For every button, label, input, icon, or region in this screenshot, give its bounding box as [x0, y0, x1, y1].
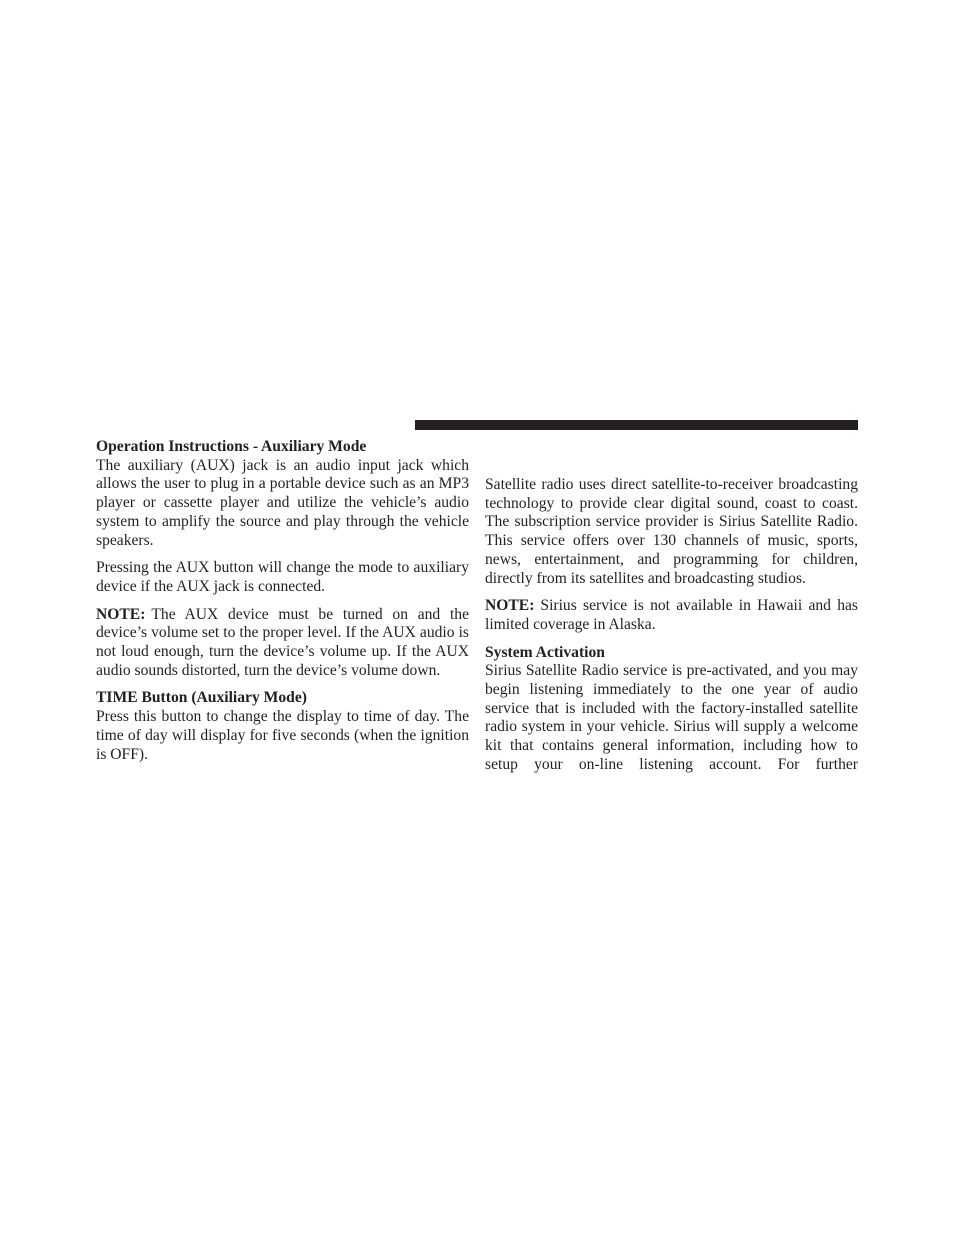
note-sirius-coverage — [485, 597, 858, 634]
section-header-bar — [415, 420, 858, 430]
note-aux-device — [96, 606, 469, 681]
heading-system-activation: System Activation — [485, 643, 605, 661]
note-text: Sirius service is not available in Hawaii and has limited coverage in Alaska. — [485, 597, 858, 633]
note-text: The AUX device must be turned on and the device’s volume set to the proper level. If the AUX audio is not loud enough, turn the device’s volume up. If the AUX audio sounds distorted, turn the device’s volume down. — [96, 605, 469, 679]
paragraph-system-activation: Sirius Satellite Radio service is pre-activated, and you may begin listening immediately to the one year of audio service that is included with the factory-installed satellite radio system in your vehicle. Sirius will supply a welcome kit that contains general information, including how to setup your on-line listening account. For further — [485, 662, 858, 773]
paragraph-aux-jack: The auxiliary (AUX) jack is an audio input jack which allows the user to plug in a portable device such as an MP3 player or cassette player and utilize the vehicle’s audio system to amplify the source and play through the vehicle speakers. — [96, 456, 469, 549]
paragraph-aux-button: Pressing the AUX button will change the mode to auxiliary device if the AUX jack is connected. — [96, 559, 469, 595]
note-label: NOTE: — [96, 605, 146, 623]
heading-operation-instructions: Operation Instructions - Auxiliary Mode — [96, 438, 367, 455]
paragraph-time-button: Press this button to change the display to time of day. The time of day will display for five seconds (when the ignition is OFF). — [96, 708, 469, 763]
left-column — [96, 438, 469, 773]
paragraph-satellite-radio: Satellite radio uses direct satellite-to-receiver broadcasting technology to provide clear digital sound, coast to coast. The subscription service provider is Sirius Satellite Radio. This service offers over 130 channels of music, sports, news, entertainment, and programming for children, directly from its satellites and broadcasting studios. — [485, 476, 858, 587]
note-label: NOTE: — [485, 597, 535, 615]
heading-time-button: TIME Button (Auxiliary Mode) — [96, 689, 307, 707]
right-column — [485, 476, 858, 784]
